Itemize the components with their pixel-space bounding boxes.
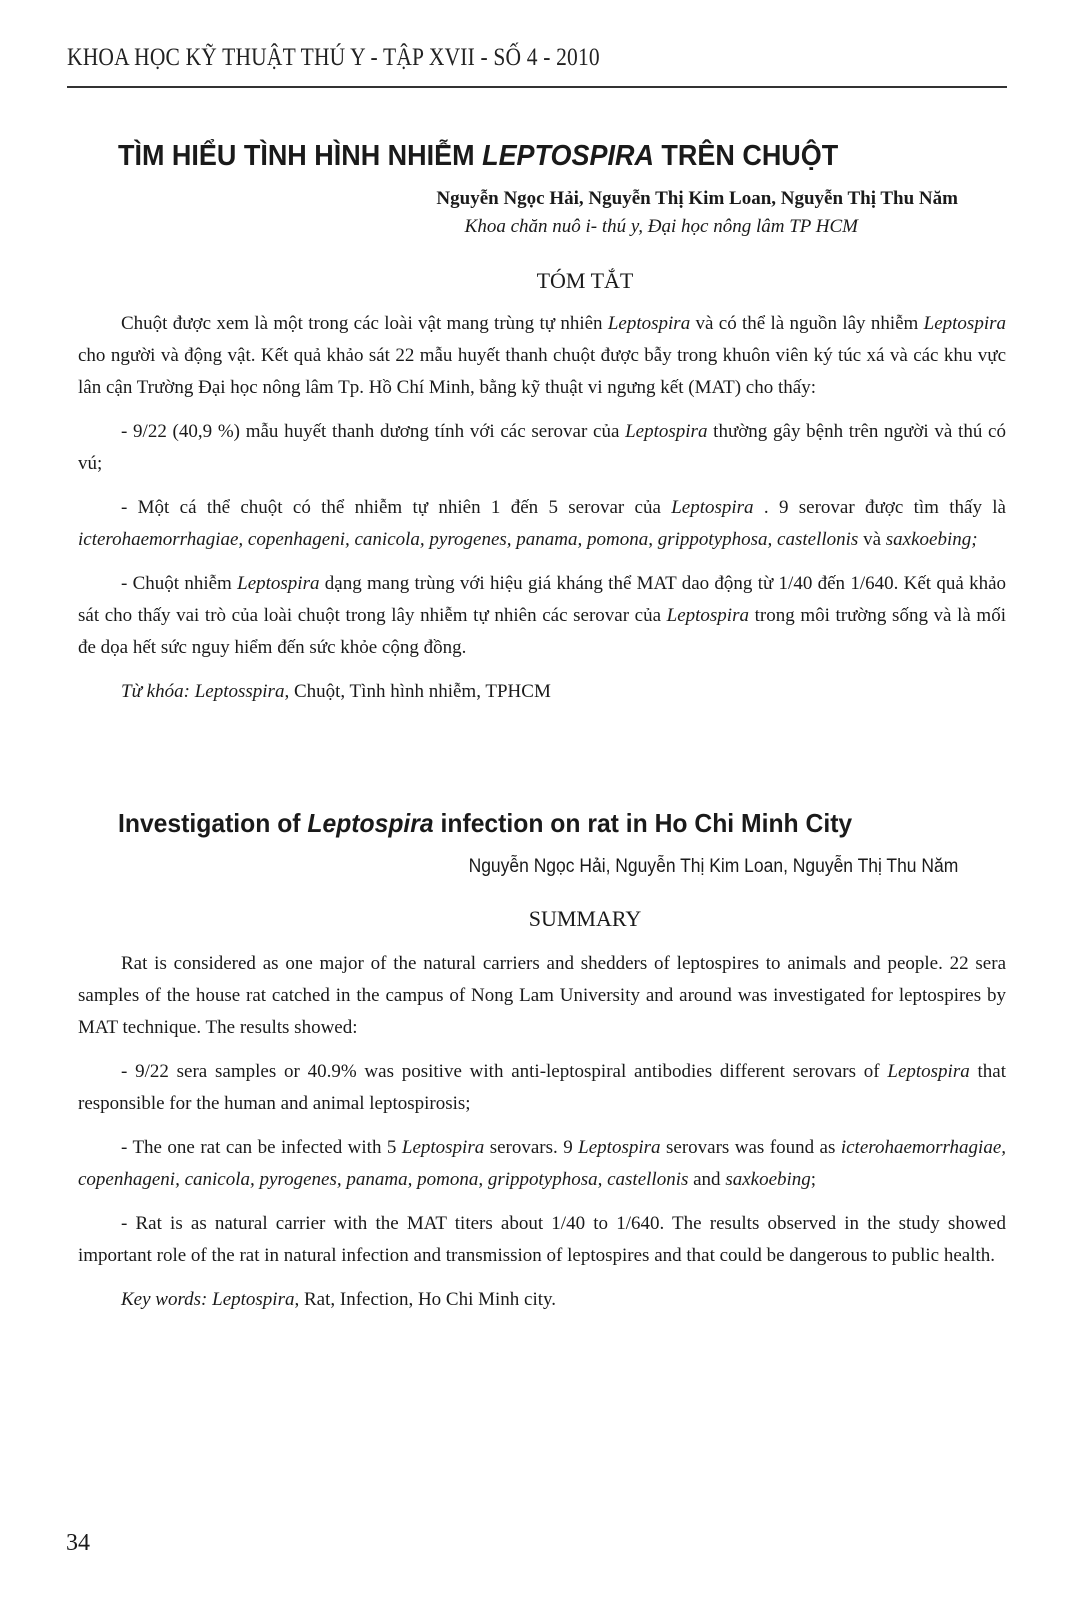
text-run: - Một cá thể chuột có thể nhiễm tự nhiên 1 đến 5 serovar của	[121, 497, 672, 518]
paragraph	[78, 492, 1006, 556]
italic-run: Leptospira	[607, 313, 691, 334]
text-run: và	[858, 529, 886, 550]
text-run: that responsible for the human and animal leptospirosis;	[78, 1061, 1006, 1114]
paragraph	[78, 308, 1006, 404]
italic-run: Leptospira	[578, 1137, 661, 1158]
paragraph	[78, 1056, 1006, 1120]
text-run: serovars was found as	[660, 1137, 841, 1158]
italic-run: Leptospira	[401, 1137, 485, 1158]
italic-run: Key words:	[121, 1289, 208, 1310]
title-part: infection on rat in Ho Chi Minh City	[433, 808, 853, 838]
abstract-body-vi	[78, 308, 1006, 720]
text-run: serovars. 9	[484, 1137, 579, 1158]
italic-run: saxkoebing;	[885, 529, 978, 550]
paragraph	[78, 568, 1006, 664]
italic-run: Leptospira	[625, 421, 708, 442]
text-run: and	[688, 1169, 726, 1190]
abstract-heading-vi: TÓM TẮT	[536, 268, 634, 293]
text-run: ;	[810, 1169, 817, 1190]
text-run: . 9 serovar được tìm thấy là	[753, 497, 1006, 518]
text-run: - 9/22 (40,9 %) mẫu huyết thanh dương tính với các serovar của	[121, 421, 626, 442]
italic-run: Leptospira	[671, 497, 754, 518]
italic-run: Leptospira	[923, 313, 1006, 334]
text-run: Rat is considered as one major of the natural carriers and shedders of leptospires to animals and people. 22 sera samples of the house rat catched in the campus of Nong Lam University and around was investigated for leptospires by MAT technique. The results showed:	[78, 953, 1006, 1038]
text-run: cho người và động vật. Kết quả khảo sát 22 mẫu huyết thanh chuột được bẫy trong khuôn viên ký túc xá và các khu vực lân cận Trường Đại học nông lâm Tp. Hồ Chí Minh, bằng kỹ thuật vi ngưng kết (MAT) cho thấy:	[78, 345, 1006, 398]
title-italic: LEPTOSPIRA	[482, 140, 654, 172]
text-run: - The one rat can be infected with 5	[121, 1137, 402, 1158]
text-run: , Rat, Infection, Ho Chi Minh city.	[294, 1289, 557, 1310]
summary-heading: SUMMARY	[528, 906, 642, 931]
italic-run: Leptospira	[666, 605, 749, 626]
title-part: Investigation of	[118, 808, 308, 838]
text-run: - Chuột nhiễm	[121, 573, 238, 594]
text-run: , Chuột, Tình hình nhiễm, TPHCM	[284, 681, 551, 702]
italic-run: Từ khóa:	[121, 681, 190, 702]
title-part: TÌM HIỂU TÌNH HÌNH NHIỄM	[118, 140, 483, 172]
journal-header: KHOA HỌC KỸ THUẬT THÚ Y - TẬP XVII - SỐ 4 - 2010	[67, 44, 600, 71]
italic-run: icterohaemorrhagiae, copenhageni, canicola, pyrogenes, panama, pomona, grippotyphosa, castellonis	[78, 529, 859, 550]
paragraph	[78, 948, 1006, 1044]
paragraph	[78, 1132, 1006, 1196]
text-run: và có thể là nguồn lây nhiễm	[690, 313, 924, 334]
header-rule	[67, 86, 1007, 88]
authors-vietnamese: Nguyễn Ngọc Hải, Nguyễn Thị Kim Loan, Nguyễn Thị Thu Năm	[436, 188, 958, 209]
italic-run: icterohaemorrhagiae, copenhageni, canicola, pyrogenes, panama, pomona, grippotyphosa, castellonis	[78, 1137, 1007, 1190]
text-run: Chuột được xem là một trong các loài vật mang trùng tự nhiên	[121, 313, 608, 334]
italic-run: Leptospira	[212, 1289, 295, 1310]
text-run: dạng mang trùng với hiệu giá kháng thể MAT dao động từ 1/40 đến 1/640. Kết quả khảo sát cho thấy vai trò của loài chuột trong lây nhiễm tự nhiên các serovar của	[78, 573, 1007, 626]
text-run: - Rat is as natural carrier with the MAT titers about 1/40 to 1/640. The results observed in the study showed important role of the rat in natural infection and transmission of leptospires and that could be dangerous to public health.	[78, 1213, 1006, 1266]
text-run: trong môi trường sống và là mối đe dọa hết sức nguy hiểm đến sức khỏe cộng đồng.	[78, 605, 1006, 658]
paragraph	[78, 1208, 1006, 1272]
authors-english: Nguyễn Ngọc Hải, Nguyễn Thị Kim Loan, Nguyễn Thị Thu Năm	[468, 856, 958, 877]
english-title	[118, 808, 852, 839]
italic-run: Leptosspira	[194, 681, 285, 702]
page-number: 34	[66, 1530, 90, 1556]
italic-run: Leptospira	[887, 1061, 970, 1082]
title-part: TRÊN CHUỘT	[653, 140, 839, 172]
affiliation: Khoa chăn nuô i- thú y, Đại học nông lâm TP HCM	[464, 216, 858, 237]
summary-body-en	[78, 948, 1006, 1328]
text-run: - 9/22 sera samples or 40.9% was positive with anti-leptospiral antibodies different serovars of	[121, 1061, 888, 1082]
italic-run: saxkoebing	[725, 1169, 811, 1190]
italic-run: Leptospira	[237, 573, 320, 594]
paragraph	[78, 416, 1006, 480]
keywords-paragraph	[78, 1284, 1006, 1316]
paper-title	[118, 140, 918, 173]
title-italic: Leptospira	[307, 808, 434, 838]
text-run: thường gây bệnh trên người và thú có vú;	[78, 421, 1006, 474]
keywords-paragraph	[78, 676, 1006, 708]
